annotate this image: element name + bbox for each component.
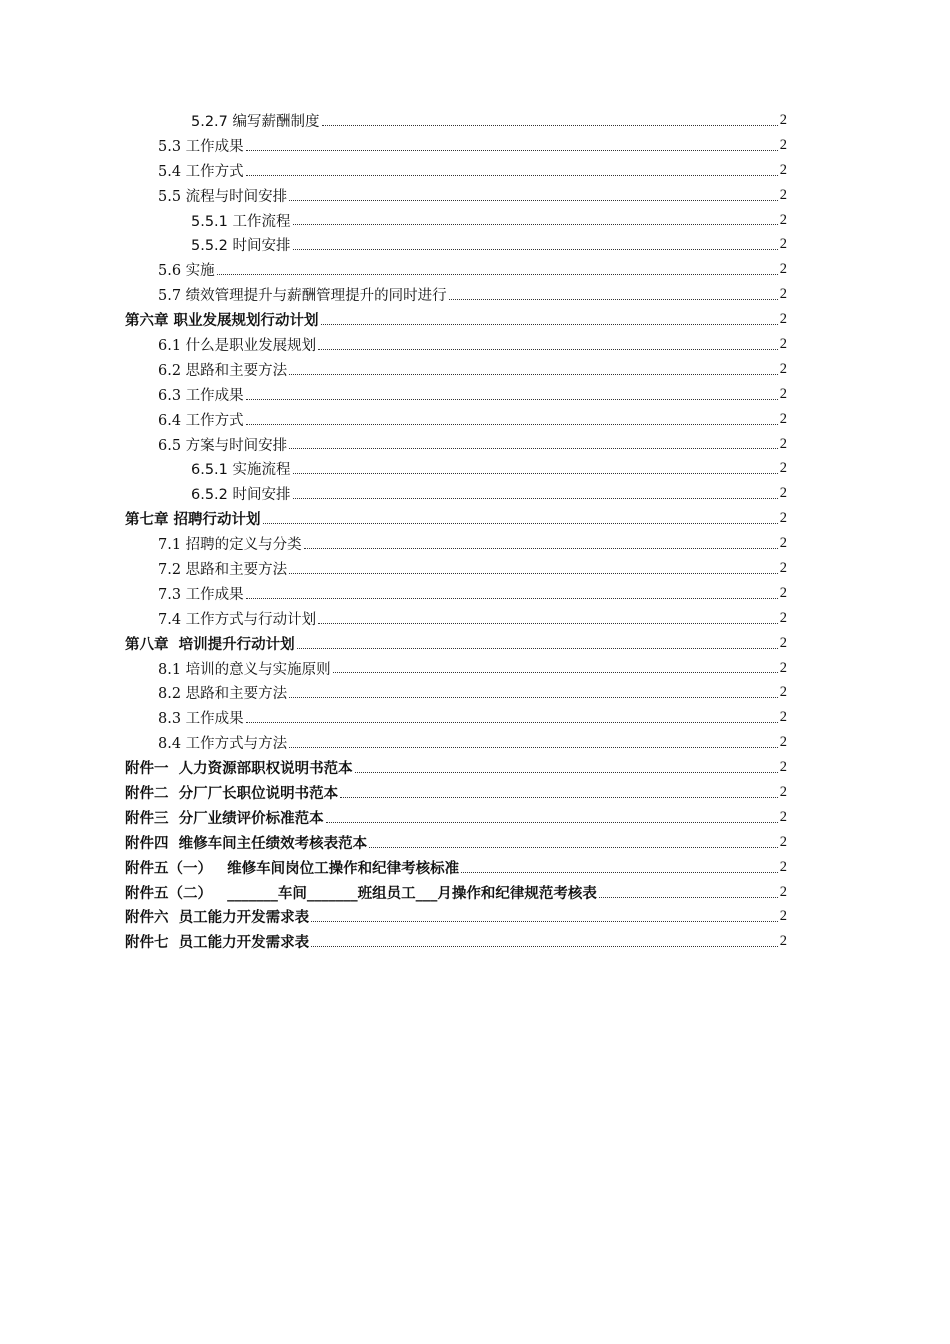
toc-entry-label: 6.2 思路和主要方法 [158,362,288,379]
toc-entry-page-number: 2 [779,783,787,800]
toc-entry-label: 5.5.1 工作流程 [191,213,291,230]
toc-entry-page-number: 2 [779,808,787,825]
toc-entry-page-number: 2 [779,833,787,850]
toc-entry-label: 第七章 招聘行动计划 [125,512,261,529]
toc-leader-dots [246,721,778,723]
toc-entry[interactable] [0,581,787,606]
toc-entry-label: 8.4 工作方式与方法 [158,736,288,753]
toc-entry-page-number: 2 [779,111,787,128]
toc-entry-label: 附件五（二） _______车间_______班组员工___月操作和纪律规范考核表 [125,885,597,902]
toc-entry-page-number: 2 [779,360,787,377]
toc-entry[interactable] [0,656,787,681]
toc-entry[interactable] [0,332,787,357]
toc-entry-label: 6.4 工作方式 [158,412,244,429]
toc-entry-page-number: 2 [779,510,787,527]
toc-leader-dots [599,896,778,898]
toc-entry-label: 附件五（一） 维修车间岗位工操作和纪律考核标准 [125,860,460,877]
toc-entry-label: 第八章 培训提升行动计划 [125,636,295,653]
toc-entry-label: 附件三 分厂业绩评价标准范本 [125,810,324,827]
toc-entry-label: 8.2 思路和主要方法 [158,686,288,703]
toc-entry-page-number: 2 [779,286,787,303]
toc-leader-dots [246,149,778,151]
toc-entry-label: 7.3 工作成果 [158,586,244,603]
toc-entry-label: 7.2 思路和主要方法 [158,561,288,578]
toc-entry-page-number: 2 [779,335,787,352]
toc-leader-dots [246,597,778,599]
toc-leader-dots [449,298,778,300]
toc-entry-page-number: 2 [779,236,787,253]
toc-entry-page-number: 2 [779,485,787,502]
toc-entry-label: 6.5.2 时间安排 [191,487,291,504]
toc-entry[interactable] [0,432,787,457]
toc-entry-page-number: 2 [779,634,787,651]
toc-entry[interactable] [0,631,787,656]
toc-entry-page-number: 2 [779,385,787,402]
toc-entry-page-number: 2 [779,883,787,900]
toc-entry-label: 6.5 方案与时间安排 [158,437,288,454]
toc-leader-dots [461,871,778,873]
toc-entry[interactable] [0,531,787,556]
toc-leader-dots [289,199,778,201]
toc-entry[interactable] [0,257,787,282]
toc-entry-page-number: 2 [779,584,787,601]
toc-entry-label: 附件六 员工能力开发需求表 [125,910,310,927]
toc-entry[interactable] [0,456,787,481]
toc-entry-label: 5.2.7 编写薪酬制度 [191,113,320,130]
toc-entry[interactable] [0,755,787,780]
toc-entry-label: 6.3 工作成果 [158,387,244,404]
toc-entry[interactable] [0,232,787,257]
toc-entry[interactable] [0,606,787,631]
toc-entry-page-number: 2 [779,759,787,776]
toc-leader-dots [246,398,778,400]
toc-entry[interactable] [0,730,787,755]
toc-entry[interactable] [0,282,787,307]
toc-leader-dots [246,174,778,176]
toc-entry[interactable] [0,705,787,730]
toc-entry-label: 5.3 工作成果 [158,138,244,155]
toc-leader-dots [297,647,778,649]
toc-entry[interactable] [0,905,787,930]
toc-entry-page-number: 2 [779,559,787,576]
toc-entry[interactable] [0,556,787,581]
toc-leader-dots [289,373,778,375]
toc-leader-dots [355,771,778,773]
toc-leader-dots [333,671,778,673]
toc-entry[interactable] [0,855,787,880]
toc-leader-dots [311,945,778,947]
toc-entry-label: 附件七 员工能力开发需求表 [125,935,310,952]
toc-leader-dots [293,248,778,250]
toc-leader-dots [322,124,778,126]
toc-leader-dots [217,273,778,275]
toc-leader-dots [340,796,778,798]
toc-leader-dots [304,547,778,549]
toc-leader-dots [289,746,778,748]
toc-entry-label: 5.7 绩效管理提升与薪酬管理提升的同时进行 [158,288,447,305]
toc-entry[interactable] [0,382,787,407]
toc-entry-page-number: 2 [779,933,787,950]
toc-entry-label: 5.5 流程与时间安排 [158,188,288,205]
toc-entry-label: 8.3 工作成果 [158,711,244,728]
toc-entry-label: 附件二 分厂厂长职位说明书范本 [125,785,339,802]
toc-entry-page-number: 2 [779,734,787,751]
toc-leader-dots [318,348,778,350]
toc-leader-dots [369,846,778,848]
toc-entry[interactable] [0,307,787,332]
toc-entry[interactable] [0,133,787,158]
toc-entry[interactable] [0,680,787,705]
toc-entry-page-number: 2 [779,535,787,552]
toc-entry-page-number: 2 [779,609,787,626]
toc-entry[interactable] [0,407,787,432]
toc-leader-dots [293,223,778,225]
toc-leader-dots [318,622,778,624]
toc-entry-page-number: 2 [779,211,787,228]
toc-entry-label: 第六章 职业发展规划行动计划 [125,313,319,330]
toc-leader-dots [293,497,778,499]
toc-leader-dots [263,522,778,524]
toc-leader-dots [289,696,778,698]
toc-entry-label: 5.4 工作方式 [158,163,244,180]
toc-entry-label: 5.5.2 时间安排 [191,238,291,255]
toc-leader-dots [321,323,778,325]
toc-entry[interactable] [0,929,787,954]
toc-entry-page-number: 2 [779,136,787,153]
toc-entry[interactable] [0,183,787,208]
toc-entry-page-number: 2 [779,858,787,875]
toc-entry-label: 8.1 培训的意义与实施原则 [158,661,331,678]
toc-entry[interactable] [0,880,787,905]
toc-entry-page-number: 2 [779,186,787,203]
toc-entry-label: 7.1 招聘的定义与分类 [158,537,302,554]
toc-entry-page-number: 2 [779,435,787,452]
toc-entry[interactable] [0,481,787,506]
toc-entry-page-number: 2 [779,311,787,328]
toc-entry-label: 6.1 什么是职业发展规划 [158,337,317,354]
toc-entry[interactable] [0,158,787,183]
toc-entry-label: 附件四 维修车间主任绩效考核表范本 [125,835,368,852]
toc-entry[interactable] [0,108,787,133]
toc-entry-label: 6.5.1 实施流程 [191,462,291,479]
toc-entry-page-number: 2 [779,709,787,726]
toc-entry[interactable] [0,830,787,855]
toc-entry-page-number: 2 [779,161,787,178]
toc-leader-dots [289,572,778,574]
toc-leader-dots [311,920,778,922]
toc-leader-dots [246,423,778,425]
toc-entry-page-number: 2 [779,410,787,427]
toc-leader-dots [293,472,778,474]
toc-entry-label: 附件一 人力资源部职权说明书范本 [125,761,353,778]
toc-entry[interactable] [0,506,787,531]
toc-entry-page-number: 2 [779,684,787,701]
toc-entry-page-number: 2 [779,908,787,925]
toc-leader-dots [326,821,778,823]
toc-entry-label: 7.4 工作方式与行动计划 [158,611,317,628]
toc-entry[interactable] [0,208,787,233]
toc-entry-label: 5.6 实施 [158,263,215,280]
toc-entry-page-number: 2 [779,261,787,278]
toc-entry-page-number: 2 [779,659,787,676]
toc-entry-page-number: 2 [779,460,787,477]
table-of-contents [0,108,950,954]
toc-entry[interactable] [0,357,787,382]
toc-entry[interactable] [0,780,787,805]
toc-leader-dots [289,447,778,449]
toc-entry[interactable] [0,805,787,830]
